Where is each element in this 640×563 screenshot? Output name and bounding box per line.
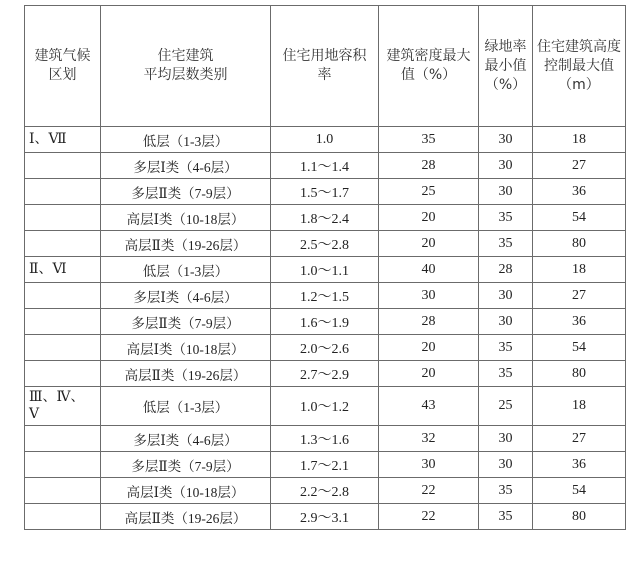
table-row [25,335,626,361]
cell-floor-area-ratio: 1.0～1.2 [271,387,379,426]
cell-green-ratio: 35 [479,361,533,387]
cell-climate-zone-empty [25,504,101,530]
cell-height-limit: 80 [533,231,626,257]
cell-height-limit: 18 [533,127,626,153]
cell-height-limit: 54 [533,478,626,504]
table-row [25,361,626,387]
cell-category: 低层（1-3层） [101,257,271,283]
header-floor-category: 住宅建筑 平均层数类别 [101,6,271,127]
table-row [25,452,626,478]
cell-green-ratio: 30 [479,153,533,179]
table-row [25,283,626,309]
cell-floor-area-ratio: 1.8～2.4 [271,205,379,231]
cell-floor-area-ratio: 1.3～1.6 [271,426,379,452]
cell-climate-zone-empty [25,335,101,361]
cell-category: 多层Ⅰ类（4-6层） [101,153,271,179]
cell-category: 高层Ⅱ类（19-26层） [101,504,271,530]
header-row [25,6,626,127]
cell-building-density: 25 [379,179,479,205]
cell-height-limit: 54 [533,335,626,361]
cell-height-limit: 18 [533,387,626,426]
cell-category: 高层Ⅱ类（19-26层） [101,231,271,257]
cell-category: 高层Ⅱ类（19-26层） [101,361,271,387]
cell-green-ratio: 35 [479,335,533,361]
cell-category: 低层（1-3层） [101,127,271,153]
cell-climate-zone-empty [25,309,101,335]
cell-height-limit: 36 [533,309,626,335]
cell-category: 高层Ⅰ类（10-18层） [101,335,271,361]
table-row [25,478,626,504]
cell-category: 多层Ⅱ类（7-9层） [101,309,271,335]
header-height-limit: 住宅建筑高度 控制最大值 （m） [533,6,626,127]
cell-building-density: 20 [379,205,479,231]
cell-building-density: 35 [379,127,479,153]
cell-category: 高层Ⅰ类（10-18层） [101,205,271,231]
cell-building-density: 22 [379,504,479,530]
cell-building-density: 20 [379,335,479,361]
table-row [25,387,626,426]
cell-height-limit: 27 [533,153,626,179]
header-climate-zone: 建筑气候 区划 [25,6,101,127]
table-wrapper [24,5,625,530]
cell-category: 多层Ⅰ类（4-6层） [101,426,271,452]
cell-building-density: 28 [379,153,479,179]
cell-floor-area-ratio: 2.9～3.1 [271,504,379,530]
cell-height-limit: 36 [533,452,626,478]
cell-climate-zone-empty [25,205,101,231]
cell-building-density: 40 [379,257,479,283]
cell-height-limit: 18 [533,257,626,283]
cell-climate-zone-empty [25,452,101,478]
cell-building-density: 43 [379,387,479,426]
cell-category: 多层Ⅱ类（7-9层） [101,452,271,478]
cell-climate-zone-empty [25,361,101,387]
cell-green-ratio: 30 [479,179,533,205]
cell-climate-zone-empty [25,179,101,205]
cell-green-ratio: 35 [479,231,533,257]
cell-floor-area-ratio: 1.5～1.7 [271,179,379,205]
cell-climate-zone-empty [25,478,101,504]
cell-green-ratio: 25 [479,387,533,426]
cell-building-density: 28 [379,309,479,335]
cell-green-ratio: 30 [479,452,533,478]
cell-climate-zone: Ⅱ、Ⅵ [25,257,101,283]
cell-floor-area-ratio: 1.1～1.4 [271,153,379,179]
table-row [25,205,626,231]
header-green-ratio: 绿地率 最小值 （%） [479,6,533,127]
cell-category: 多层Ⅱ类（7-9层） [101,179,271,205]
table-row [25,179,626,205]
residential-indicator-table [24,5,626,530]
header-building-density: 建筑密度最大 值（%） [379,6,479,127]
cell-floor-area-ratio: 1.0 [271,127,379,153]
cell-building-density: 22 [379,478,479,504]
table-row [25,231,626,257]
cell-floor-area-ratio: 2.7～2.9 [271,361,379,387]
cell-green-ratio: 35 [479,504,533,530]
cell-floor-area-ratio: 1.7～2.1 [271,452,379,478]
table-row [25,153,626,179]
cell-height-limit: 54 [533,205,626,231]
cell-climate-zone-empty [25,283,101,309]
cell-climate-zone-empty [25,231,101,257]
table-row [25,504,626,530]
cell-floor-area-ratio: 1.6～1.9 [271,309,379,335]
cell-building-density: 30 [379,452,479,478]
cell-green-ratio: 35 [479,205,533,231]
cell-green-ratio: 30 [479,426,533,452]
cell-building-density: 32 [379,426,479,452]
cell-green-ratio: 30 [479,309,533,335]
table-row [25,257,626,283]
cell-building-density: 20 [379,361,479,387]
cell-floor-area-ratio: 2.0～2.6 [271,335,379,361]
cell-height-limit: 80 [533,504,626,530]
cell-height-limit: 80 [533,361,626,387]
cell-category: 高层Ⅰ类（10-18层） [101,478,271,504]
cell-climate-zone: Ⅰ、Ⅶ [25,127,101,153]
cell-floor-area-ratio: 1.0～1.1 [271,257,379,283]
table-row [25,127,626,153]
cell-floor-area-ratio: 2.2～2.8 [271,478,379,504]
cell-climate-zone-empty [25,153,101,179]
cell-building-density: 20 [379,231,479,257]
table-row [25,426,626,452]
header-floor-area-ratio: 住宅用地容积 率 [271,6,379,127]
cell-category: 多层Ⅰ类（4-6层） [101,283,271,309]
cell-building-density: 30 [379,283,479,309]
cell-category: 低层（1-3层） [101,387,271,426]
table-row [25,309,626,335]
cell-height-limit: 36 [533,179,626,205]
cell-climate-zone-empty [25,426,101,452]
cell-green-ratio: 30 [479,127,533,153]
cell-floor-area-ratio: 1.2～1.5 [271,283,379,309]
cell-height-limit: 27 [533,283,626,309]
cell-floor-area-ratio: 2.5～2.8 [271,231,379,257]
cell-green-ratio: 35 [479,478,533,504]
cell-green-ratio: 30 [479,283,533,309]
cell-climate-zone: Ⅲ、Ⅳ、 Ⅴ [25,387,101,426]
cell-green-ratio: 28 [479,257,533,283]
cell-height-limit: 27 [533,426,626,452]
